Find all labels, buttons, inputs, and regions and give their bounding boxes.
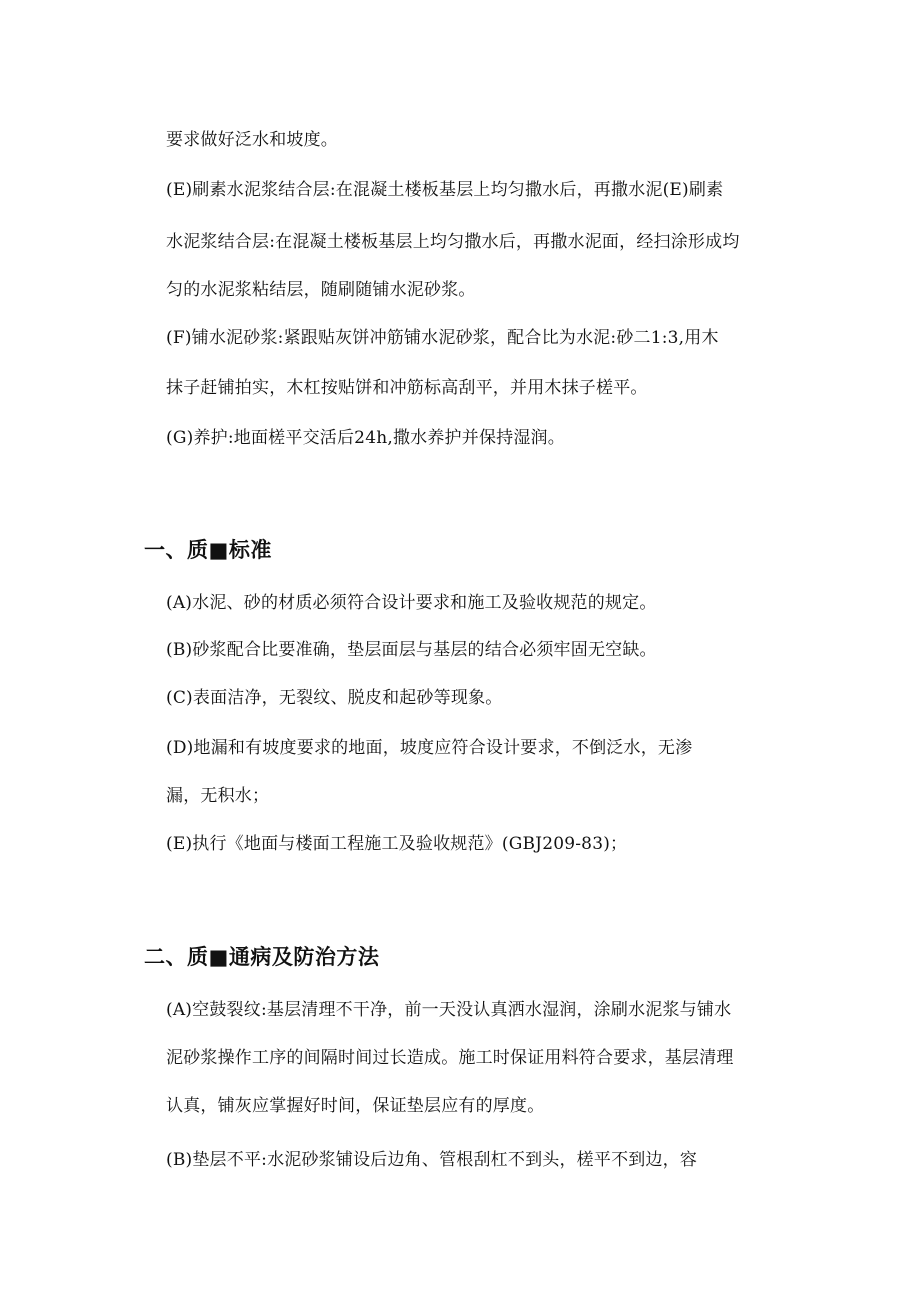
standard-item-d: (D)地漏和有坡度要求的地面，坡度应符合设计要求，不倒泛水，无渗: [166, 738, 693, 758]
text-line-4: 匀的水泥浆粘结层，随刷随铺水泥砂浆。: [166, 280, 476, 300]
text-line-1: 要求做好泛水和坡度。: [166, 130, 338, 150]
text-line-3: 水泥浆结合层:在混凝土楼板基层上均匀撒水后，再撒水泥面，经扫涂形成均: [166, 232, 740, 252]
standard-item-b: (B)砂浆配合比要准确，垫层面层与基层的结合必须牢固无空缺。: [166, 640, 657, 660]
defect-item-a-cont-1: 泥砂浆操作工序的间隔时间过长造成。施工时保证用料符合要求，基层清理: [166, 1048, 734, 1068]
text-line-7: (G)养护:地面槎平交活后24h,撒水养护并保持湿润。: [166, 428, 565, 448]
section-heading-common-defects: 二、质■通病及防治方法: [144, 945, 380, 969]
text-line-5: (F)铺水泥砂浆:紧跟贴灰饼冲筋铺水泥砂浆，配合比为水泥:砂二1:3,用木: [166, 328, 719, 348]
standard-item-e: (E)执行《地面与楼面工程施工及验收规范》(GBJ209-83)；: [166, 834, 628, 854]
standard-item-d-cont: 漏，无积水；: [166, 786, 270, 806]
text-line-6: 抹子赶铺拍实，木杠按贴饼和冲筋标高刮平，并用木抹子槎平。: [166, 378, 648, 398]
defect-item-a: (A)空鼓裂纹:基层清理不干净，前一天没认真洒水湿润，涂刷水泥浆与铺水: [166, 1000, 732, 1020]
defect-item-a-cont-2: 认真，铺灰应掌握好时间，保证垫层应有的厚度。: [166, 1096, 545, 1116]
text-line-2: (E)刷素水泥浆结合层:在混凝土楼板基层上均匀撒水后，再撒水泥(E)刷素: [166, 180, 724, 200]
standard-item-c: (C)表面洁净，无裂纹、脱皮和起砂等现象。: [166, 688, 503, 708]
section-heading-quality-standard: 一、质■标准: [144, 538, 272, 562]
defect-item-b: (B)垫层不平:水泥砂浆铺设后边角、管根刮杠不到头，槎平不到边，容: [166, 1150, 698, 1170]
standard-item-a: (A)水泥、砂的材质必须符合设计要求和施工及验收规范的规定。: [166, 593, 657, 613]
